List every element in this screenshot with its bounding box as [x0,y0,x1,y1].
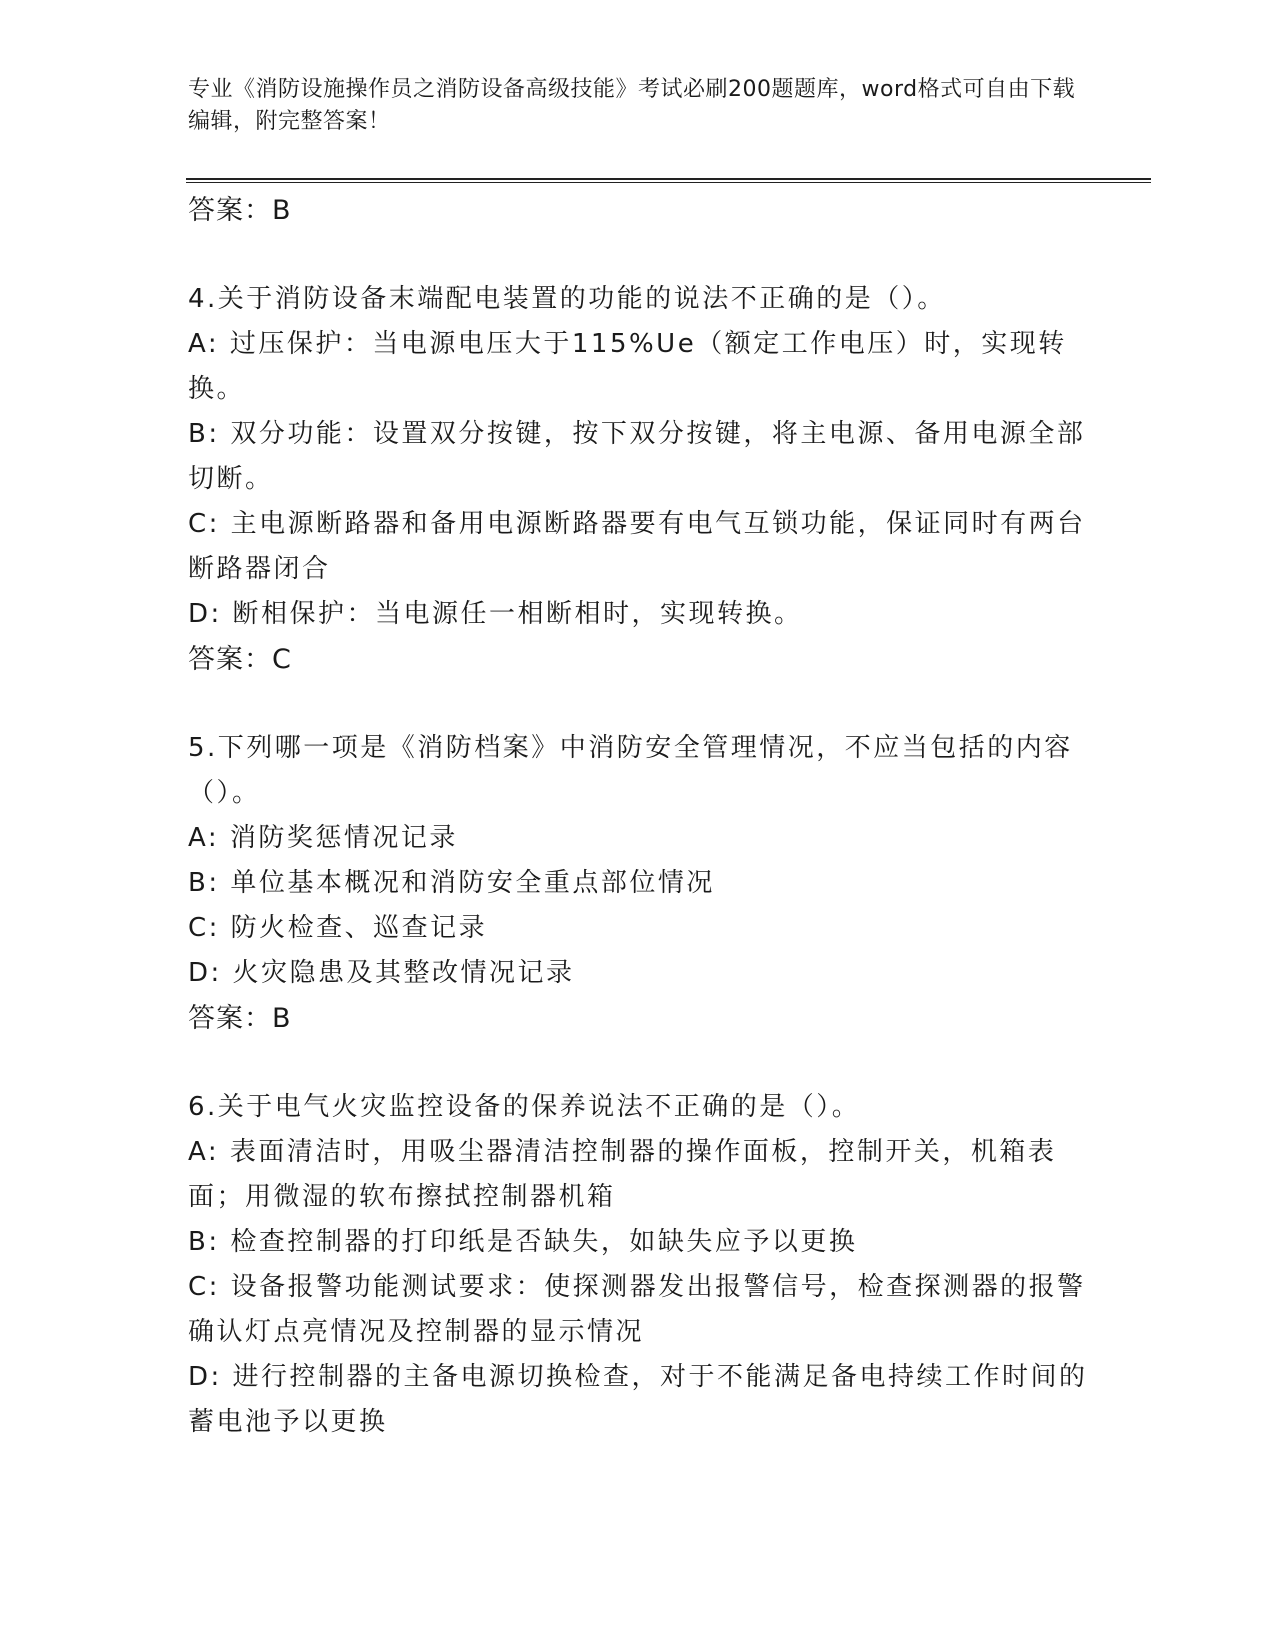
question-6 [188,1085,1088,1445]
spacer [188,1041,1088,1085]
question-5-stem: 5.下列哪一项是《消防档案》中消防安全管理情况，不应当包括的内容（）。 [188,733,1073,808]
spacer [188,233,1088,277]
question-5-option-b: B: 单位基本概况和消防安全重点部位情况 [188,868,715,898]
question-5-option-d: D: 火灾隐患及其整改情况记录 [188,958,575,988]
header-divider [186,178,1151,183]
page-header: 专业《消防设施操作员之消防设备高级技能》考试必刷200题题库，word格式可自由下载编辑，附完整答案！ [188,77,1076,134]
question-5-option-c: C: 防火检查、巡查记录 [188,913,488,943]
question-5-answer: 答案：B [188,1003,292,1034]
question-6-stem: 6.关于电气火灾监控设备的保养说法不正确的是（）。 [188,1092,861,1122]
question-4-option-a: A: 过压保护：当电源电压大于115%Ue（额定工作电压）时，实现转换。 [188,329,1067,404]
question-4-option-b: B: 双分功能：设置双分按键，按下双分按键，将主电源、备用电源全部切断。 [188,419,1086,494]
question-5-option-a: A: 消防奖惩情况记录 [188,823,458,853]
question-4-option-c: C: 主电源断路器和备用电源断路器要有电气互锁功能，保证同时有两台断路器闭合 [188,509,1086,584]
question-6-option-d: D: 进行控制器的主备电源切换检查，对于不能满足备电持续工作时间的蓄电池予以更换 [188,1362,1088,1437]
question-4-answer: 答案：C [188,644,292,675]
question-4-option-d: D: 断相保护：当电源任一相断相时，实现转换。 [188,599,803,629]
answer-3: 答案：B [188,195,292,226]
question-6-option-a: A: 表面清洁时，用吸尘器清洁控制器的操作面板，控制开关，机箱表面；用微湿的软布擦拭控制器机箱 [188,1137,1057,1212]
question-list [188,188,1088,1445]
question-6-option-b: B: 检查控制器的打印纸是否缺失，如缺失应予以更换 [188,1227,858,1257]
spacer [188,682,1088,726]
question-5 [188,726,1088,1041]
question-4 [188,277,1088,682]
question-6-option-c: C: 设备报警功能测试要求：使探测器发出报警信号，检查探测器的报警确认灯点亮情况及控制器的显示情况 [188,1272,1086,1347]
question-4-stem: 4.关于消防设备末端配电装置的功能的说法不正确的是（）。 [188,284,946,314]
